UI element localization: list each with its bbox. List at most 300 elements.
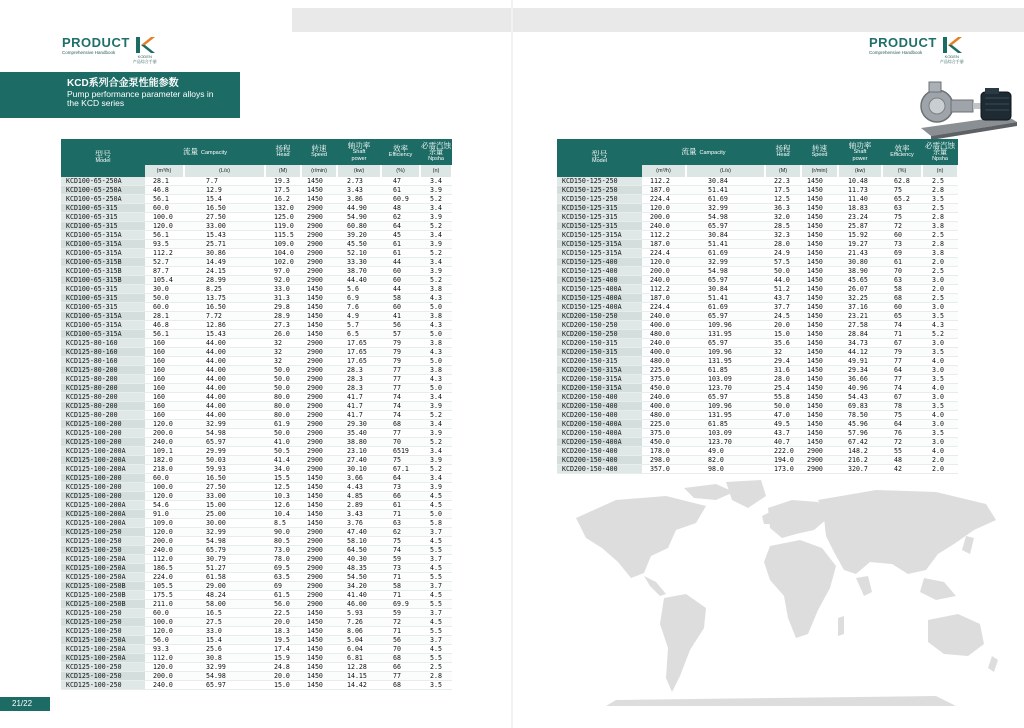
table-row [61,285,452,294]
cell-flow-ls: 49.0 [686,447,765,456]
cell-efficiency: 74 [381,411,420,420]
cell-head: 61.5 [265,591,301,600]
cell-efficiency: 71 [381,627,420,636]
cell-head: 69 [265,582,301,591]
cell-efficiency: 48 [882,456,922,465]
cell-power: 41.7 [337,411,381,420]
unit-head: (M) [765,165,801,177]
title-chinese: KCD系列合金泵性能参数 [67,78,179,89]
cell-speed: 1450 [301,519,337,528]
cell-npsh: 3.7 [420,555,452,564]
cell-model: KCD200-150-315A [557,366,642,375]
cell-efficiency: 70 [381,645,420,654]
table-row [557,456,958,465]
cell-npsh: 3.5 [922,195,958,204]
cell-efficiency: 71 [882,330,922,339]
cell-efficiency: 77 [381,375,420,384]
cell-model: KCD150-125-315A [557,231,642,240]
cell-head: 22.5 [265,609,301,618]
cell-head: 27.3 [265,321,301,330]
cell-head: 41.0 [265,438,301,447]
cell-npsh: 3.4 [420,420,452,429]
table-row [61,564,452,573]
cell-model: KCD125-100-200 [61,474,145,483]
cell-head: 90.0 [265,528,301,537]
table-row [557,195,958,204]
cell-model: KCD100-65-250A [61,195,145,204]
model-header [61,139,145,177]
table-row [61,465,452,474]
cell-efficiency: 74 [381,393,420,402]
cell-npsh: 3.9 [420,267,452,276]
cell-power: 3.76 [337,519,381,528]
cell-power: 32.25 [838,294,882,303]
cell-flow-m3h: 160 [145,393,184,402]
cell-flow-ls: 123.70 [686,384,765,393]
brand-header-left [62,36,157,64]
cell-npsh: 3.0 [922,303,958,312]
cell-speed: 2900 [301,384,337,393]
cell-flow-ls: 33.0 [184,627,265,636]
cell-npsh: 2.5 [420,663,452,672]
cell-flow-ls: 131.95 [686,411,765,420]
cell-power: 45.65 [838,276,882,285]
cell-head: 50.0 [765,402,801,411]
cell-speed: 1450 [801,429,838,438]
cell-flow-m3h: 93.5 [145,240,184,249]
cell-flow-m3h: 225.0 [642,366,686,375]
table-row [557,366,958,375]
cell-head: 80.0 [265,402,301,411]
cell-npsh: 5.2 [420,195,452,204]
cell-flow-ls: 48.24 [184,591,265,600]
cell-flow-ls: 61.58 [184,573,265,582]
cell-efficiency: 60 [882,231,922,240]
cell-efficiency: 74 [381,546,420,555]
cell-flow-m3h: 56.1 [145,195,184,204]
cell-efficiency: 68 [381,681,420,690]
speed-header-en: Speed [311,152,327,158]
cell-npsh: 3.8 [420,312,452,321]
cell-power: 25.87 [838,222,882,231]
cell-npsh: 5.2 [420,465,452,474]
cell-flow-ls: 27.50 [184,213,265,222]
flow-header-en: Campacity [699,149,726,156]
cell-flow-m3h: 120.0 [145,492,184,501]
cell-npsh: 3.5 [420,681,452,690]
cell-npsh: 4.5 [420,537,452,546]
logo-name: KODEN [137,54,152,59]
cell-head: 18.3 [265,627,301,636]
cell-npsh: 3.4 [420,204,452,213]
cell-head: 194.0 [765,456,801,465]
cell-power: 41.7 [337,393,381,402]
cell-power: 46.00 [337,600,381,609]
cell-model: KCD100-65-315 [61,294,145,303]
cell-efficiency: 63 [882,276,922,285]
cell-npsh: 3.8 [420,339,452,348]
cell-efficiency: 61 [381,186,420,195]
cell-npsh: 2.0 [922,258,958,267]
cell-efficiency: 67 [882,393,922,402]
head-header-en: Head [776,152,790,158]
cell-power: 3.43 [337,186,381,195]
cell-flow-ls: 16.50 [184,204,265,213]
cell-power: 54.50 [337,573,381,582]
cell-model: KCD150-125-400A [557,303,642,312]
cell-head: 37.7 [765,303,801,312]
cell-power: 34.20 [337,582,381,591]
cell-flow-ls: 51.41 [686,240,765,249]
cell-flow-m3h: 100.0 [145,483,184,492]
cell-speed: 2900 [301,447,337,456]
cell-speed: 1450 [301,501,337,510]
cell-speed: 2900 [301,555,337,564]
cell-flow-m3h: 93.3 [145,645,184,654]
cell-head: 78.0 [265,555,301,564]
cell-npsh: 5.2 [420,411,452,420]
cell-model: KCD125-80-200 [61,375,145,384]
cell-flow-ls: 65.97 [686,312,765,321]
cell-npsh: 3.5 [922,375,958,384]
npsh-header-cn2: 余量 [429,148,444,156]
flow-header [145,139,265,165]
cell-model: KCD200-150-315 [557,348,642,357]
cell-npsh: 4.0 [922,384,958,393]
efficiency-header-cn: 效率 [393,144,409,153]
table-row [61,600,452,609]
cell-model: KCD125-80-200 [61,393,145,402]
cell-npsh: 4.5 [420,492,452,501]
cell-flow-ls: 30.86 [184,249,265,258]
table-row [61,366,452,375]
cell-model: KCD150-125-250 [557,177,642,186]
cell-power: 6.5 [337,330,381,339]
cell-head: 15.0 [765,330,801,339]
cell-model: KCD100-65-315B [61,258,145,267]
cell-efficiency: 79 [381,339,420,348]
cell-speed: 1450 [801,195,838,204]
cell-model: KCD200-150-250 [557,321,642,330]
cell-flow-m3h: 54.6 [145,501,184,510]
cell-efficiency: 44 [381,258,420,267]
cell-efficiency: 71 [381,573,420,582]
cell-model: KCD125-100-250 [61,537,145,546]
cell-efficiency: 60 [381,303,420,312]
cell-flow-m3h: 240.0 [145,681,184,690]
cell-speed: 1450 [801,321,838,330]
cell-speed: 1450 [301,312,337,321]
cell-speed: 2900 [301,339,337,348]
cell-model: KCD125-100-200A [61,510,145,519]
cell-npsh: 3.0 [922,339,958,348]
cell-npsh: 3.4 [420,393,452,402]
cell-power: 28.84 [838,330,882,339]
cell-power: 54.90 [337,213,381,222]
cell-npsh: 4.5 [420,501,452,510]
cell-efficiency: 63 [381,519,420,528]
cell-model: KCD150-125-400 [557,258,642,267]
cell-model: KCD125-100-200A [61,456,145,465]
cell-speed: 2900 [301,465,337,474]
cell-model: KCD200-150-315A [557,384,642,393]
cell-power: 38.80 [337,438,381,447]
cell-head: 31.6 [765,366,801,375]
cell-head: 80.0 [265,411,301,420]
cell-speed: 1450 [801,267,838,276]
cell-head: 28.5 [765,222,801,231]
cell-speed: 1450 [801,375,838,384]
cell-efficiency: 61 [381,240,420,249]
cell-flow-m3h: 46.8 [145,321,184,330]
cell-npsh: 2.0 [922,465,958,474]
cell-model: KCD200-150-400A [557,429,642,438]
cell-speed: 1450 [301,627,337,636]
cell-flow-ls: 44.00 [184,366,265,375]
cell-head: 109.0 [265,240,301,249]
cell-head: 43.7 [765,429,801,438]
table-row [61,609,452,618]
cell-speed: 1450 [301,186,337,195]
cell-power: 27.40 [337,456,381,465]
cell-power: 14.15 [337,672,381,681]
cell-flow-ls: 44.00 [184,384,265,393]
table-row [61,429,452,438]
cell-speed: 2900 [301,582,337,591]
table-row [557,447,958,456]
cell-flow-ls: 7.7 [184,177,265,186]
cell-npsh: 3.8 [420,285,452,294]
cell-head: 44.0 [765,276,801,285]
cell-model: KCD125-100-250 [61,609,145,618]
cell-npsh: 5.5 [420,654,452,663]
table-row [557,231,958,240]
cell-head: 12.6 [265,501,301,510]
unit-flow-m3h: (m³/h) [642,165,686,177]
cell-flow-ls: 59.93 [184,465,265,474]
cell-power: 28.3 [337,375,381,384]
cell-flow-m3h: 178.0 [642,447,686,456]
cell-speed: 2900 [301,528,337,537]
cell-flow-ls: 14.49 [184,258,265,267]
cell-power: 14.42 [337,681,381,690]
cell-power: 17.65 [337,357,381,366]
cell-model: KCD125-100-200 [61,420,145,429]
table-row [557,438,958,447]
cell-efficiency: 78 [882,402,922,411]
page-number: 21/22 [0,697,50,711]
unit-power: (kw) [838,165,882,177]
cell-model: KCD125-100-250A [61,645,145,654]
table-row [61,438,452,447]
cell-efficiency: 67.1 [381,465,420,474]
cell-head: 32 [265,339,301,348]
table-row [61,375,452,384]
cell-head: 29.4 [765,357,801,366]
cell-npsh: 2.5 [922,294,958,303]
cell-flow-ls: 24.15 [184,267,265,276]
cell-flow-ls: 27.50 [184,483,265,492]
cell-speed: 2900 [301,564,337,573]
cell-speed: 1450 [801,303,838,312]
cell-speed: 2900 [301,393,337,402]
table-row [61,483,452,492]
cell-efficiency: 64 [882,366,922,375]
cell-flow-m3h: 60.0 [145,474,184,483]
head-header-cn: 扬程 [775,144,791,153]
cell-flow-m3h: 120.0 [145,663,184,672]
cell-npsh: 3.0 [922,276,958,285]
table-row [557,303,958,312]
cell-head: 92.0 [265,276,301,285]
cell-power: 38.90 [838,267,882,276]
speed-header-cn: 转速 [812,144,828,153]
cell-flow-ls: 65.97 [184,681,265,690]
cell-flow-m3h: 182.0 [145,456,184,465]
cell-head: 24.9 [765,249,801,258]
cell-npsh: 3.8 [922,249,958,258]
head-header [765,139,801,165]
cell-model: KCD100-65-315A [61,312,145,321]
cell-head: 19.3 [265,177,301,186]
table-row [61,222,452,231]
cell-npsh: 3.8 [922,222,958,231]
cell-efficiency: 73 [381,564,420,573]
cell-power: 45.50 [337,240,381,249]
cell-npsh: 4.5 [420,618,452,627]
cell-speed: 1450 [801,339,838,348]
cell-power: 11.73 [838,186,882,195]
power-header-en1: Shaft [853,148,867,155]
cell-efficiency: 55 [882,447,922,456]
cell-model: KCD150-125-315A [557,240,642,249]
cell-speed: 1450 [301,330,337,339]
table-row [61,411,452,420]
cell-model: KCD125-100-200 [61,438,145,447]
table-row [61,177,452,186]
cell-flow-ls: 16.50 [184,474,265,483]
cell-npsh: 3.4 [420,231,452,240]
cell-power: 27.58 [838,321,882,330]
table-row [61,402,452,411]
cell-power: 67.42 [838,438,882,447]
cell-power: 44.12 [838,348,882,357]
cell-power: 2.89 [337,501,381,510]
table-row [61,276,452,285]
power-header [838,139,882,165]
title-english-line2: the KCD series [67,98,125,108]
cell-flow-m3h: 186.5 [145,564,184,573]
cell-speed: 1450 [801,393,838,402]
section-title-banner [0,72,240,118]
cell-npsh: 3.5 [922,348,958,357]
cell-model: KCD125-80-200 [61,402,145,411]
cell-npsh: 4.3 [420,294,452,303]
cell-flow-ls: 109.96 [686,348,765,357]
cell-power: 4.9 [337,312,381,321]
cell-flow-m3h: 200.0 [145,672,184,681]
cell-npsh: 3.4 [420,474,452,483]
cell-head: 25.4 [765,384,801,393]
cell-npsh: 5.2 [420,222,452,231]
cell-model: KCD100-65-315A [61,231,145,240]
unit-flow-ls: (L/s) [184,165,265,177]
table-row [557,348,958,357]
cell-flow-ls: 109.96 [686,321,765,330]
cell-flow-ls: 65.97 [184,438,265,447]
cell-power: 40.30 [337,555,381,564]
cell-efficiency: 79 [381,357,420,366]
cell-efficiency: 68 [381,420,420,429]
cell-head: 20.0 [765,321,801,330]
cell-flow-m3h: 112.2 [642,231,686,240]
table-row [61,303,452,312]
npsh-header [420,139,452,165]
cell-model: KCD125-100-250 [61,528,145,537]
cell-flow-m3h: 240.0 [145,546,184,555]
cell-efficiency: 61 [381,249,420,258]
cell-efficiency: 69 [882,249,922,258]
cell-head: 51.2 [765,285,801,294]
table-row [61,510,452,519]
cell-model: KCD200-150-400 [557,447,642,456]
cell-flow-ls: 61.85 [686,366,765,375]
cell-speed: 2900 [801,465,838,474]
npsh-header-en: Npsha [932,155,948,162]
cell-flow-m3h: 120.0 [642,204,686,213]
cell-flow-ls: 44.00 [184,375,265,384]
cell-efficiency: 59 [381,609,420,618]
table-row [61,339,452,348]
cell-power: 10.48 [838,177,882,186]
efficiency-header [882,139,922,165]
cell-speed: 2900 [801,456,838,465]
unit-npsh: (n) [922,165,958,177]
cell-flow-m3h: 224.0 [145,573,184,582]
cell-flow-ls: 54.98 [184,429,265,438]
cell-power: 58.10 [337,537,381,546]
cell-npsh: 5.2 [922,330,958,339]
cell-efficiency: 68 [381,654,420,663]
table-row [61,555,452,564]
table-row [61,312,452,321]
unit-npsh: (n) [420,165,452,177]
cell-head: 12.5 [265,483,301,492]
npsh-header-cn1: 必需汽蚀 [925,140,956,150]
cell-power: 39.20 [337,231,381,240]
table-row [61,501,452,510]
cell-head: 50.0 [265,366,301,375]
cell-head: 10.3 [265,492,301,501]
cell-npsh: 3.7 [420,528,452,537]
cell-speed: 1450 [801,249,838,258]
cell-npsh: 3.9 [420,402,452,411]
cell-model: KCD125-80-200 [61,384,145,393]
cell-power: 4.43 [337,483,381,492]
cell-flow-ls: 54.98 [184,537,265,546]
table-row [557,294,958,303]
table-row [61,636,452,645]
cell-model: KCD125-100-200A [61,501,145,510]
cell-head: 56.0 [265,600,301,609]
cell-power: 320.7 [838,465,882,474]
table-row [557,429,958,438]
cell-head: 49.5 [765,420,801,429]
cell-power: 57.96 [838,429,882,438]
table-row [61,393,452,402]
cell-model: KCD125-100-250B [61,582,145,591]
cell-npsh: 3.9 [420,240,452,249]
